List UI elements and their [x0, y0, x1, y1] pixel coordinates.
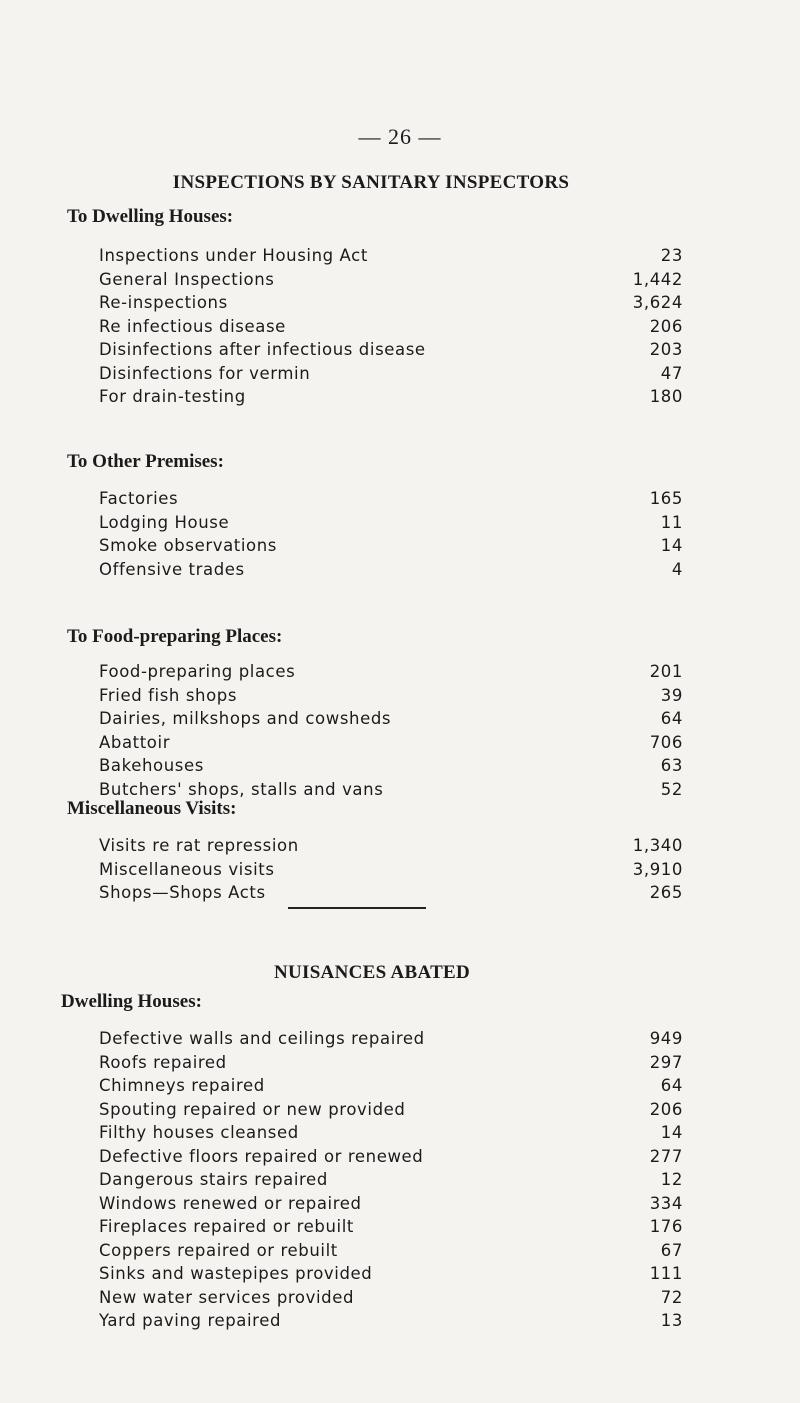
row-value: 4: [623, 558, 683, 582]
row-value: 52: [623, 778, 683, 802]
food-preparing-places-list: [99, 660, 683, 801]
row-value: 201: [623, 660, 683, 684]
list-item: [99, 487, 683, 511]
nuisances-dwelling-houses-list: [99, 1027, 683, 1333]
row-value: 949: [623, 1027, 683, 1051]
row-value: 206: [623, 315, 683, 339]
list-item: [99, 268, 683, 292]
row-label: Sinks and wastepipes provided: [99, 1264, 376, 1283]
row-value: 1,340: [623, 834, 683, 858]
row-label: Bakehouses: [99, 756, 208, 775]
section-heading-other-premises: To Other Premises:: [67, 451, 224, 472]
row-label: Chimneys repaired: [99, 1076, 269, 1095]
row-label: Yard paving repaired: [99, 1311, 285, 1330]
row-label: Defective walls and ceilings repaired: [99, 1029, 429, 1048]
list-item: [99, 1051, 683, 1075]
list-item: [99, 1262, 683, 1286]
list-item: [99, 1098, 683, 1122]
row-label: Coppers repaired or rebuilt: [99, 1241, 342, 1260]
row-label: Food-preparing places: [99, 662, 299, 681]
nuisances-title: NUISANCES ABATED: [273, 962, 471, 983]
row-value: 72: [623, 1286, 683, 1310]
row-label: Windows renewed or repaired: [99, 1194, 366, 1213]
row-value: 297: [623, 1051, 683, 1075]
list-item: [99, 338, 683, 362]
list-item: [99, 1145, 683, 1169]
row-value: 165: [623, 487, 683, 511]
list-item: [99, 291, 683, 315]
row-value: 206: [623, 1098, 683, 1122]
list-item: [99, 362, 683, 386]
section-heading-dwelling-houses: To Dwelling Houses:: [67, 206, 234, 227]
row-value: 67: [623, 1239, 683, 1263]
row-value: 11: [623, 511, 683, 535]
row-label: Disinfections for vermin: [99, 364, 314, 383]
row-value: 3,624: [623, 291, 683, 315]
row-label: Abattoir: [99, 733, 174, 752]
row-value: 176: [623, 1215, 683, 1239]
row-value: 14: [623, 534, 683, 558]
list-item: [99, 834, 683, 858]
list-item: [99, 534, 683, 558]
list-item: [99, 660, 683, 684]
list-item: [99, 778, 683, 802]
row-label: Fried fish shops: [99, 686, 241, 705]
row-label: Butchers' shops, stalls and vans: [99, 780, 387, 799]
list-item: [99, 881, 683, 905]
row-value: 64: [623, 1074, 683, 1098]
row-label: Disinfections after infectious disease: [99, 340, 430, 359]
row-label: Fireplaces repaired or rebuilt: [99, 1217, 358, 1236]
list-item: [99, 1309, 683, 1333]
row-label: Spouting repaired or new provided: [99, 1100, 409, 1119]
section-heading-miscellaneous-visits: Miscellaneous Visits:: [67, 798, 237, 819]
row-value: 334: [623, 1192, 683, 1216]
dwelling-houses-list: [99, 244, 683, 409]
row-label: Factories: [99, 489, 182, 508]
row-label: Miscellaneous visits: [99, 860, 279, 879]
row-value: 14: [623, 1121, 683, 1145]
list-item: [99, 511, 683, 535]
row-label: Dairies, milkshops and cowsheds: [99, 709, 395, 728]
row-value: 706: [623, 731, 683, 755]
row-value: 12: [623, 1168, 683, 1192]
inspections-title: INSPECTIONS BY SANITARY INSPECTORS: [172, 172, 570, 193]
section-heading-nuisances-dwelling-houses: Dwelling Houses:: [61, 991, 202, 1012]
list-item: [99, 754, 683, 778]
row-label: Dangerous stairs repaired: [99, 1170, 332, 1189]
list-item: [99, 1074, 683, 1098]
row-label: Smoke observations: [99, 536, 281, 555]
row-label: Visits re rat repression: [99, 836, 303, 855]
row-value: 265: [623, 881, 683, 905]
other-premises-list: [99, 487, 683, 581]
list-item: [99, 558, 683, 582]
row-label: Shops—Shops Acts: [99, 883, 270, 902]
row-value: 1,442: [623, 268, 683, 292]
section-divider: [288, 907, 426, 909]
row-label: General Inspections: [99, 270, 279, 289]
list-item: [99, 858, 683, 882]
list-item: [99, 244, 683, 268]
list-item: [99, 315, 683, 339]
row-value: 3,910: [623, 858, 683, 882]
list-item: [99, 1192, 683, 1216]
list-item: [99, 385, 683, 409]
list-item: [99, 1286, 683, 1310]
row-label: Re-inspections: [99, 293, 232, 312]
row-label: Lodging House: [99, 513, 233, 532]
row-value: 39: [623, 684, 683, 708]
row-label: New water services provided: [99, 1288, 358, 1307]
list-item: [99, 1215, 683, 1239]
row-value: 277: [623, 1145, 683, 1169]
list-item: [99, 731, 683, 755]
miscellaneous-visits-list: [99, 834, 683, 905]
list-item: [99, 1239, 683, 1263]
section-heading-food-preparing-places: To Food-preparing Places:: [67, 626, 283, 647]
row-label: Roofs repaired: [99, 1053, 231, 1072]
row-value: 47: [623, 362, 683, 386]
page-number: — 26 —: [358, 124, 442, 149]
row-label: Re infectious disease: [99, 317, 290, 336]
list-item: [99, 1121, 683, 1145]
list-item: [99, 1168, 683, 1192]
row-value: 64: [623, 707, 683, 731]
row-value: 180: [623, 385, 683, 409]
list-item: [99, 1027, 683, 1051]
row-value: 63: [623, 754, 683, 778]
row-value: 23: [623, 244, 683, 268]
row-label: Offensive trades: [99, 560, 249, 579]
list-item: [99, 684, 683, 708]
row-label: Defective floors repaired or renewed: [99, 1147, 427, 1166]
row-value: 203: [623, 338, 683, 362]
row-label: For drain-testing: [99, 387, 250, 406]
row-value: 111: [623, 1262, 683, 1286]
row-label: Filthy houses cleansed: [99, 1123, 303, 1142]
row-label: Inspections under Housing Act: [99, 246, 372, 265]
row-value: 13: [623, 1309, 683, 1333]
list-item: [99, 707, 683, 731]
